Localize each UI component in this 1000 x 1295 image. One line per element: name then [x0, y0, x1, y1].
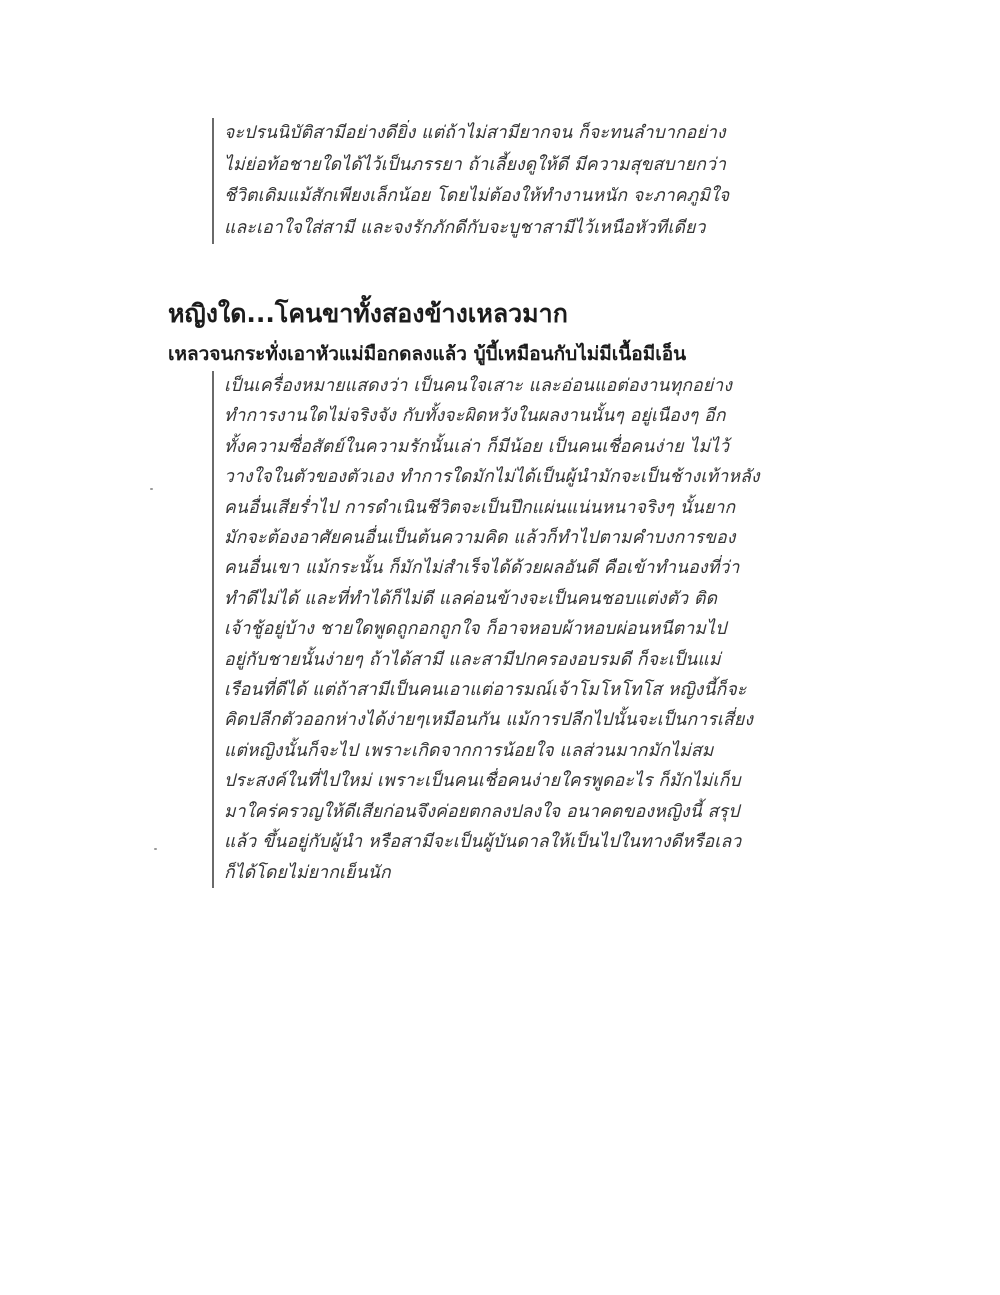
paragraph-line: เรือนที่ดีได้ แต่ถ้าสามีเป็นคนเอาแต่อารมณ์เจ้าโมโหโทโส หญิงนี้ก็จะ [224, 680, 747, 701]
section-subheading: เหลวจนกระทั่งเอาหัวแม่มือกดลงแล้ว บู้บี้เหมือนกับไม่มีเนื้อมีเอ็น [168, 343, 687, 365]
section-heading: หญิงใด...โคนขาทั้งสองข้างเหลวมาก [168, 299, 568, 328]
scan-speck [150, 488, 153, 490]
paragraph-line: ก็ได้โดยไม่ยากเย็นนัก [224, 862, 391, 883]
paragraph-line: คนอื่นเสียร่ำไป การดำเนินชีวิตจะเป็นปึกแผ่นแน่นหนาจริงๆ นั้นยาก [224, 497, 736, 518]
paragraph-line: เจ้าชู้อยู่บ้าง ชายใดพูดถูกอกถูกใจ ก็อาจหอบผ้าหอบผ่อนหนีตามไป [224, 619, 727, 640]
paragraph-line: จะปรนนิบัติสามีอย่างดียิ่ง แต่ถ้าไม่สามียากจน ก็จะทนลำบากอย่าง [224, 123, 726, 143]
paragraph-line: แต่หญิงนั้นก็จะไป เพราะเกิดจากการน้อยใจ แลส่วนมากมักไม่สม [224, 740, 714, 761]
paragraph-line: มาใคร่ครวญให้ดีเสียก่อนจึงค่อยตกลงปลงใจ อนาคตของหญิงนี้ สรุป [224, 801, 740, 822]
paragraph-line: คนอื่นเขา แม้กระนั้น ก็มักไม่สำเร็จได้ด้วยผลอันดี คือเข้าทำนองที่ว่า [224, 558, 740, 579]
paragraph-line: ทำการงานใดไม่จริงจัง กับทั้งจะผิดหวังในผลงานนั้นๆ อยู่เนืองๆ อีก [224, 406, 726, 427]
paragraph-line: ไม่ย่อท้อชายใดได้ไว้เป็นภรรยา ถ้าเลี้ยงดูให้ดี มีความสุขสบายกว่า [224, 154, 727, 175]
paragraph-line: คิดปลีกตัวออกห่างได้ง่ายๆเหมือนกัน แม้การปลีกไปนั้นจะเป็นการเสี่ยง [224, 710, 754, 731]
scan-speck [154, 848, 157, 850]
paragraph-line: วางใจในตัวของตัวเอง ทำการใดมักไม่ได้เป็นผู้นำมักจะเป็นช้างเท้าหลัง [224, 467, 760, 488]
section-body-paragraph [212, 371, 784, 888]
paragraph-line: มักจะต้องอาศัยคนอื่นเป็นต้นความคิด แล้วก็ทำไปตามคำบงการของ [224, 528, 736, 549]
paragraph-line: เป็นเครื่องหมายแสดงว่า เป็นคนใจเสาะ และอ่อนแอต่องานทุกอย่าง [224, 376, 733, 396]
paragraph-line: อยู่กับชายนั้นง่ายๆ ถ้าได้สามี และสามีปกครองอบรมดี ก็จะเป็นแม่ [224, 649, 721, 670]
paragraph-line: ทั้งความซื่อสัตย์ในความรักนั้นเล่า ก็มีน้อย เป็นคนเชื่อคนง่าย ไม่ไว้ [224, 436, 730, 457]
paragraph-line: ชีวิตเดิมแม้สักเพียงเล็กน้อย โดยไม่ต้องให้ทำงานหนัก จะภาคภูมิใจ [224, 186, 730, 206]
intro-paragraph [212, 118, 784, 244]
paragraph-line: แล้ว ขึ้นอยู่กับผู้นำ หรือสามีจะเป็นผู้บันดาลให้เป็นไปในทางดีหรือเลว [224, 832, 742, 853]
paragraph-line: ประสงค์ในที่ไปใหม่ เพราะเป็นคนเชื่อคนง่ายใครพูดอะไร ก็มักไม่เก็บ [224, 771, 741, 792]
paragraph-line: ทำดีไม่ได้ และที่ทำได้ก็ไม่ดี แลค่อนข้างจะเป็นคนชอบแต่งตัว ติด [224, 588, 718, 609]
paragraph-line: และเอาใจใส่สามี และจงรักภักดีกับจะบูชาสามีไว้เหนือหัวทีเดียว [224, 217, 706, 238]
